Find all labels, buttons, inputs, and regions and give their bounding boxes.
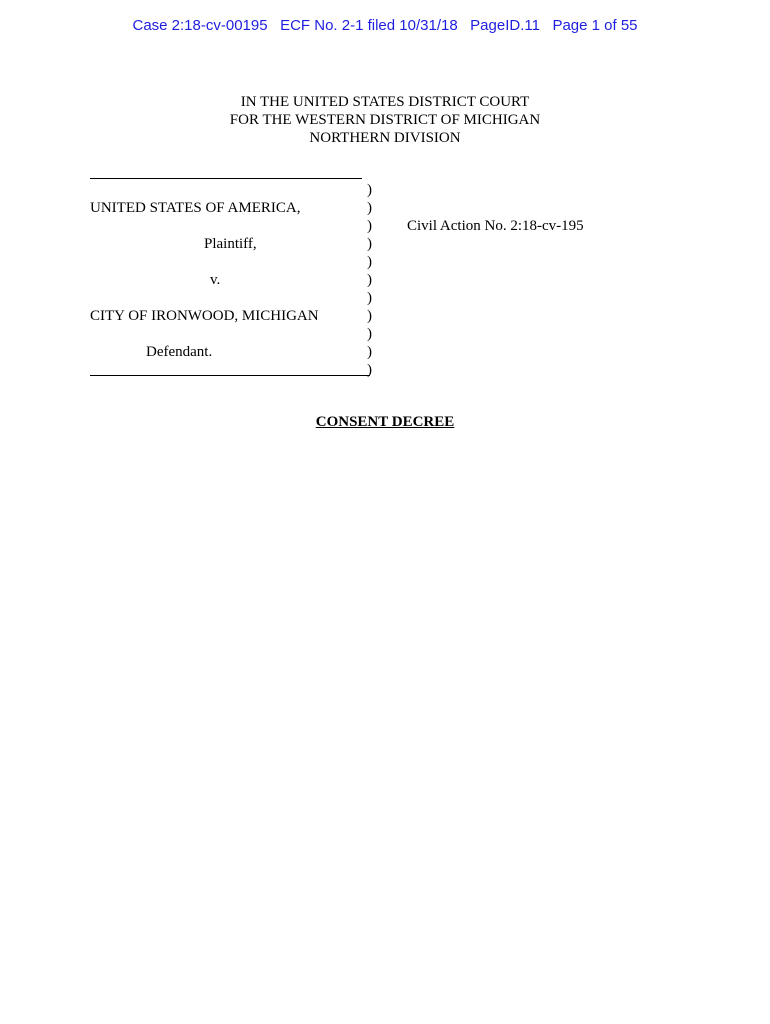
- caption-paren: ): [367, 308, 372, 324]
- court-district-line: FOR THE WESTERN DISTRICT OF MICHIGAN: [229, 112, 541, 128]
- caption-paren: ): [367, 362, 372, 378]
- court-division-line: NORTHERN DIVISION: [309, 130, 461, 146]
- caption-paren: ): [367, 326, 372, 342]
- civil-action-number: Civil Action No. 2:18-cv-195: [407, 218, 584, 234]
- caption-paren: ): [367, 236, 372, 252]
- caption-paren: ): [367, 218, 372, 234]
- caption-paren: ): [367, 254, 372, 270]
- caption-paren: ): [367, 290, 372, 306]
- defendant-role: Defendant.: [146, 344, 213, 360]
- caption-top-rule: [90, 178, 362, 179]
- ecf-header-stamp: Case 2:18-cv-00195 ECF No. 2-1 filed 10/31/18 PageID.11 Page 1 of 55: [132, 17, 638, 34]
- versus-label: v.: [210, 272, 221, 288]
- caption-paren: ): [367, 272, 372, 288]
- caption-paren: ): [367, 182, 372, 198]
- caption-bottom-rule: [90, 375, 370, 376]
- caption-paren: ): [367, 200, 372, 216]
- court-name-line: IN THE UNITED STATES DISTRICT COURT: [240, 94, 530, 110]
- plaintiff-name: UNITED STATES OF AMERICA,: [90, 200, 301, 216]
- court-heading: [0, 93, 770, 147]
- defendant-name: CITY OF IRONWOOD, MICHIGAN: [90, 308, 319, 324]
- caption-paren: ): [367, 344, 372, 360]
- document-title: CONSENT DECREE: [315, 414, 455, 430]
- plaintiff-role: Plaintiff,: [204, 236, 257, 252]
